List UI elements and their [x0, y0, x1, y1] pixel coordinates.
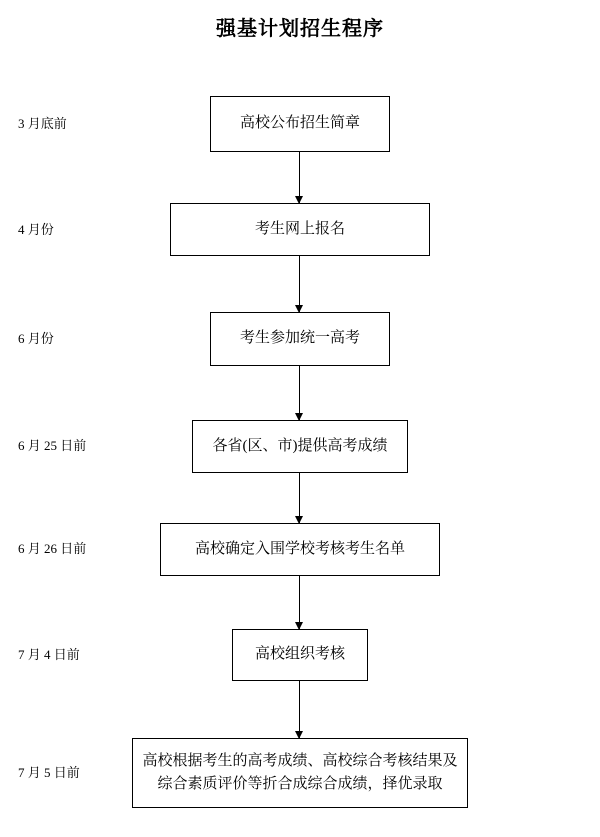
flow-connector-arrow — [299, 152, 300, 203]
stage-time-label: 6 月 25 日前 — [18, 438, 87, 453]
stage-time-label: 7 月 5 日前 — [18, 765, 80, 780]
stage-time-label: 6 月份 — [18, 331, 54, 346]
page-title: 强基计划招生程序 — [216, 18, 384, 40]
flow-connector-arrow — [299, 366, 300, 420]
stage-time-label: 4 月份 — [18, 222, 54, 237]
stage-time-label: 6 月 26 日前 — [18, 541, 87, 556]
flow-step-box: 高校确定入围学校考核考生名单 — [160, 523, 440, 576]
flow-connector-arrow — [299, 681, 300, 738]
flow-connector-arrow — [299, 473, 300, 523]
stage-time-label: 7 月 4 日前 — [18, 647, 80, 662]
flow-connector-arrow — [299, 256, 300, 312]
flow-step-box: 各省(区、市)提供高考成绩 — [192, 420, 408, 473]
flow-step-box: 高校公布招生简章 — [210, 96, 390, 152]
stage-time-label: 3 月底前 — [18, 116, 67, 131]
flow-step-box: 考生参加统一高考 — [210, 312, 390, 366]
flow-step-box: 高校组织考核 — [232, 629, 368, 681]
flow-step-box: 高校根据考生的高考成绩、高校综合考核结果及综合素质评价等折合成综合成绩，择优录取 — [132, 738, 468, 808]
flow-connector-arrow — [299, 576, 300, 629]
flow-step-box: 考生网上报名 — [170, 203, 430, 256]
